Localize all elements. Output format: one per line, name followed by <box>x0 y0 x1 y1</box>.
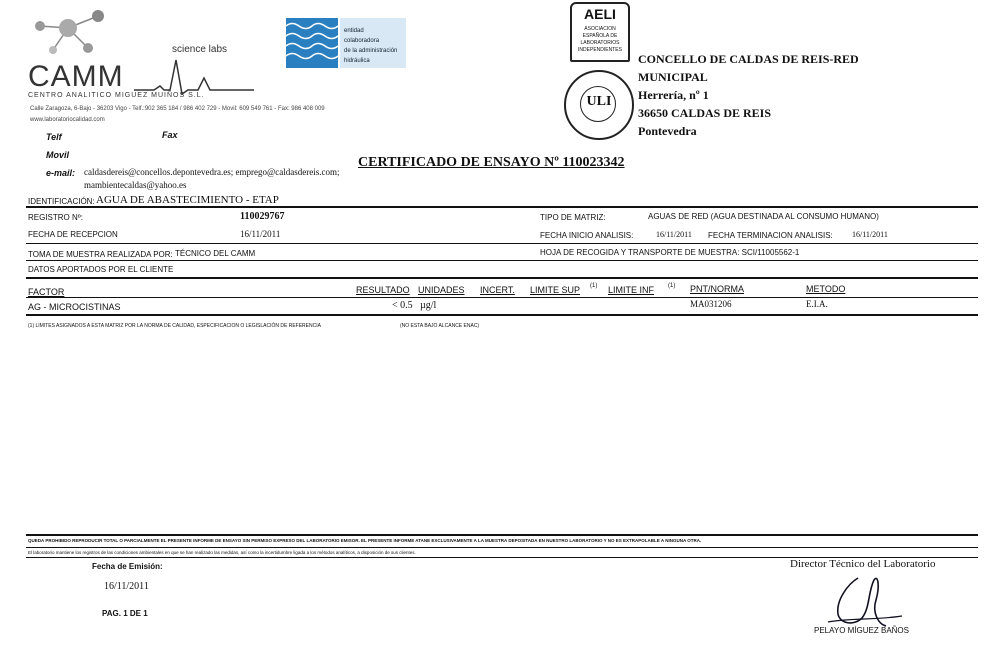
registro-value: 110029767 <box>240 211 285 222</box>
lab-subtitle: science labs <box>172 44 228 55</box>
recipient-line-1: CONCELLO DE CALDAS DE REIS-RED <box>638 52 859 66</box>
table-header-divider <box>26 297 978 298</box>
union-logo-text: ULI <box>586 94 612 109</box>
lab-logo-text: CAMM <box>28 60 124 93</box>
entity-line-3: de la administración <box>344 48 398 54</box>
toma-muestra-value: TÉCNICO DEL CAMM <box>175 249 256 258</box>
fecha-terminacion-label: FECHA TERMINACION ANALISIS: <box>708 231 833 240</box>
email-line-2: mambientecaldas@yahoo.es <box>84 180 187 190</box>
registro-label: REGISTRO Nº: <box>28 213 83 222</box>
fecha-terminacion-value: 16/11/2011 <box>852 230 888 239</box>
divider-top <box>26 206 978 208</box>
datos-cliente: DATOS APORTADOS POR EL CLIENTE <box>28 265 174 274</box>
aeli-sub-4: INDEPENDIENTES <box>578 47 622 53</box>
entity-line-2: colaboradora <box>344 38 380 44</box>
fax-label: Fax <box>162 130 178 140</box>
signature-title: Director Técnico del Laboratorio <box>790 558 936 570</box>
aeli-title: AELI <box>584 6 616 22</box>
ecg-wave-icon <box>134 56 254 96</box>
footer-divider-1 <box>26 534 978 536</box>
row-resultado: < 0.5 <box>392 300 413 311</box>
col-resultado: RESULTADO <box>356 285 410 295</box>
fecha-emision-value: 16/11/2011 <box>104 581 149 592</box>
row-factor: AG - MICROCISTINAS <box>28 302 121 312</box>
lab-web: www.laboratoriocalidad.com <box>30 117 105 123</box>
email-line-1: caldasdereis@concellos.depontevedra.es; emprego@caldasdereis.com; <box>84 167 340 177</box>
water-waves-icon <box>286 18 338 68</box>
col-incert: INCERT. <box>480 285 515 295</box>
divider-1 <box>26 243 978 244</box>
col-limite-sup-note: (1) <box>590 283 598 289</box>
legal-text-2: El laboratorio mantiene los registros de las condiciones ambientales en que se han realizado las medidas, así como la incertidumbre ligada a los métodos analíticos, a disposición de sus clientes. <box>28 550 416 555</box>
tipo-matriz-value: AGUAS DE RED (AGUA DESTINADA AL CONSUMO HUMANO) <box>648 212 879 221</box>
recipient-line-5: Pontevedra <box>638 124 697 138</box>
col-limite-inf: LIMITE INF <box>608 285 655 295</box>
row-metodo: E.I.A. <box>806 299 828 309</box>
col-limite-inf-note: (1) <box>668 283 676 289</box>
lab-address: Calle Zaragoza, 6-Bajo - 36203 Vigo - Telf.:902 365 184 / 986 402 729 - Movil: 609 549 761 - Fax: 986 408 009 <box>30 106 325 112</box>
identificacion-label: IDENTIFICACIÓN: <box>28 197 95 206</box>
col-limite-sup: LIMITE SUP <box>530 285 581 295</box>
identificacion-value: AGUA DE ABASTECIMIENTO - ETAP <box>96 194 279 206</box>
hoja-recogida: HOJA DE RECOGIDA Y TRANSPORTE DE MUESTRA: SCI/11005562-1 <box>540 248 800 257</box>
signature-name: PELAYO MÍGUEZ BAÑOS <box>814 626 909 635</box>
col-metodo: METODO <box>806 284 846 294</box>
fecha-inicio-value: 16/11/2011 <box>656 230 692 239</box>
footer-divider-2 <box>26 547 978 548</box>
telf-label: Telf <box>46 132 62 142</box>
fecha-emision-label: Fecha de Emisión: <box>92 562 163 571</box>
col-pnt: PNT/NORMA <box>690 284 744 294</box>
recipient-block <box>638 50 859 140</box>
union-labs-logo <box>564 70 634 140</box>
recipient-line-4: 36650 CALDAS DE REIS <box>638 106 772 120</box>
col-unidades: UNIDADES <box>418 285 465 295</box>
toma-muestra-label: TOMA DE MUESTRA REALIZADA POR: <box>28 250 173 259</box>
lab-fullname: CENTRO ANALITICO MIGUEZ MUIÑOS S.L. <box>28 92 205 99</box>
aeli-logo <box>570 2 630 62</box>
aeli-sub-1: ASOCIACION <box>584 26 616 32</box>
aeli-sub-3: LABORATORIOS <box>580 40 620 46</box>
fecha-recepcion-value: 16/11/2011 <box>240 229 281 239</box>
divider-2 <box>26 260 978 261</box>
footnote-left: (1) LIMITES ASIGNADOS A ESTA MATRIZ POR LA NORMA DE CALIDAD, ESPECIFICACION O LEGISLACIÓN DE REFERENCIA <box>28 323 321 329</box>
recipient-line-3: Herrería, nº 1 <box>638 88 709 102</box>
aeli-sub-2: ESPAÑOLA DE <box>582 33 618 39</box>
email-label: e-mail: <box>46 168 76 178</box>
footnote-right: (NO ESTA BAJO ALCANCE ENAC) <box>400 323 480 329</box>
col-factor: FACTOR <box>28 287 65 297</box>
molecule-icon <box>28 6 118 66</box>
table-bottom-divider <box>26 314 978 316</box>
recipient-line-2: MUNICIPAL <box>638 70 708 84</box>
row-unidades: µg/l <box>420 300 437 311</box>
lab-logo <box>28 6 325 126</box>
entity-badge <box>286 18 406 68</box>
legal-text-1: QUEDA PROHIBIDO REPRODUCIR TOTAL O PARCIALMENTE EL PRESENTE INFORME DE ENSAYO SIN PERMISO EXPRESO DEL LABORATORIO EMISOR. EL PRESENTE INFORME ATANE EXCLUSIVAMENTE A LA MUESTRA DEPOSITADA EN NUESTRO LABORATORIO Y NO ES EXTRAPOLABLE A NINGUNA OTRA. <box>28 538 702 543</box>
movil-label: Movil <box>46 150 70 160</box>
certificate-title: CERTIFICADO DE ENSAYO Nº 110023342 <box>358 155 625 170</box>
divider-3 <box>26 277 978 279</box>
row-pnt: MA031206 <box>690 299 732 309</box>
entity-line-4: hidráulica <box>344 58 370 64</box>
entity-line-1: entidad <box>344 28 364 34</box>
fecha-inicio-label: FECHA INICIO ANALISIS: <box>540 231 634 240</box>
fecha-recepcion-label: FECHA DE RECEPCION <box>28 230 118 239</box>
page-number: PAG. 1 DE 1 <box>102 609 148 618</box>
tipo-matriz-label: TIPO DE MATRIZ: <box>540 213 606 222</box>
